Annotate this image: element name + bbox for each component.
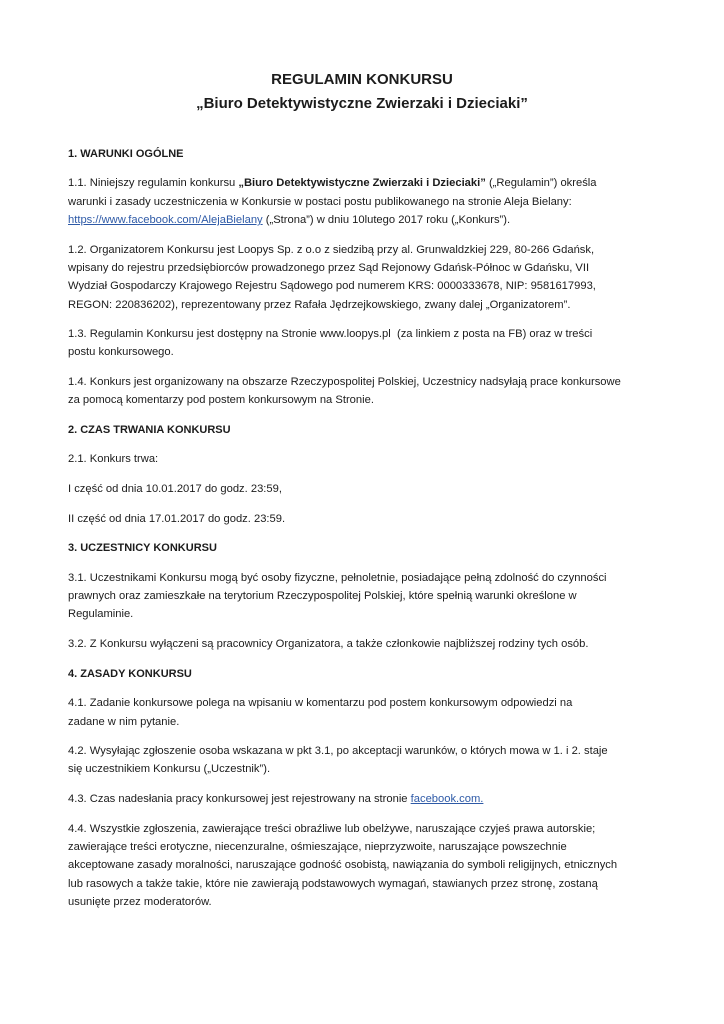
paragraph-line: zawierające treści erotyczne, niecenzuralne, ośmieszające, nieprzyzwoite, naruszające powszechnie — [68, 840, 567, 853]
paragraph-1-3 — [68, 325, 656, 362]
paragraph-line: usunięte przez moderatorów. — [68, 895, 212, 908]
paragraph-line — [68, 211, 656, 229]
paragraph-line — [68, 174, 656, 192]
paragraph-line: za pomocą komentarzy pod postem konkursowym na Stronie. — [68, 394, 374, 407]
paragraph-line: wpisany do rejestru przedsiębiorców prowadzonego przez Sąd Rejonowy Gdańsk-Północ w Gdańsku, VII — [68, 261, 590, 274]
paragraph-line: 3.2. Z Konkursu wyłączeni są pracownicy Organizatora, a także członkowie najbliższej rodziny tych osób. — [68, 638, 589, 651]
paragraph-4-1 — [68, 694, 656, 731]
section-participants — [68, 539, 656, 653]
sections-container — [68, 145, 656, 911]
paragraph-line: 1.4. Konkurs jest organizowany na obszarze Rzeczypospolitej Polskiej, Uczestnicy nadsyłają prace konkursowe — [68, 376, 621, 388]
paragraph-line: warunki i zasady uczestniczenia w Konkursie w postaci postu publikowanego na stronie Aleja Bielany: — [68, 195, 572, 208]
paragraph-4-3 — [68, 790, 656, 808]
paragraph-line: 1.3. Regulamin Konkursu jest dostępny na Stronie www.loopys.pl (za linkiem z posta na FB) oraz w treści — [68, 328, 593, 341]
paragraph-line: postu konkursowego. — [68, 346, 174, 359]
paragraph-line: 4.1. Zadanie konkursowe polega na wpisaniu w komentarzu pod postem konkursowym odpowiedzi na — [68, 697, 573, 710]
paragraph-line: REGON: 220836202), reprezentowany przez Rafała Jędrzejkowskiego, zwany dalej „Organizatorem”. — [68, 298, 571, 311]
section-contest-rules — [68, 665, 656, 911]
paragraph-line: I część od dnia 10.01.2017 do godz. 23:59, — [68, 483, 282, 496]
paragraph-part-one — [68, 480, 656, 498]
section-heading: 1. WARUNKI OGÓLNE — [68, 147, 184, 160]
paragraph-line — [68, 790, 656, 808]
paragraph-2-1 — [68, 450, 656, 468]
paragraph-3-2 — [68, 635, 656, 653]
facebook-page-link[interactable]: https://www.facebook.com/AlejaBielany — [68, 214, 263, 227]
section-heading: 4. ZASADY KONKURSU — [68, 667, 192, 680]
paragraph-4-2 — [68, 742, 656, 779]
paragraph-4-4 — [68, 820, 656, 911]
text-segment: 4.3. Czas nadesłania pracy konkursowej jest rejestrowany na stronie — [68, 793, 411, 806]
text-segment: 1.1. Niniejszy regulamin konkursu — [68, 177, 239, 190]
paragraph-line: 1.2. Organizatorem Konkursu jest Loopys Sp. z o.o z siedzibą przy al. Grunwaldzkiej 229, 80-266 Gdańsk, — [68, 243, 595, 256]
paragraph-line: 3.1. Uczestnikami Konkursu mogą być osoby fizyczne, pełnoletnie, posiadające pełną zdolność do czynności — [68, 571, 607, 584]
paragraph-line: prawnych oraz zamieszkałe na terytorium Rzeczypospolitej Polskiej, które spełnią warunki określone w — [68, 590, 577, 603]
contest-name-bold: „Biuro Detektywistyczne Zwierzaki i Dzieciaki” — [238, 177, 486, 190]
document-title: REGULAMIN KONKURSU — [271, 71, 453, 88]
paragraph-line: II część od dnia 17.01.2017 do godz. 23:59. — [68, 512, 286, 525]
paragraph-1-2 — [68, 241, 656, 314]
paragraph-line: Wydział Gospodarczy Krajowego Rejestru Sądowego pod numerem KRS: 0000333678, NIP: 9581617993, — [68, 280, 596, 293]
paragraph-line: akceptowane zasady moralności, naruszające godność osobistą, nawiązania do symboli religijnych, etnicznych — [68, 859, 618, 872]
document-subtitle: „Biuro Detektywistyczne Zwierzaki i Dzieciaki” — [196, 95, 528, 112]
paragraph-1-1 — [68, 174, 656, 229]
paragraph-line: lub rasowych a także takie, które nie zawierają podstawowych wymagań, stawianych przez stronę, zostaną — [68, 877, 598, 890]
paragraph-line: 4.2. Wysyłając zgłoszenie osoba wskazana w pkt 3.1, po akceptacji warunków, o których mowa w 1. i 2. staje — [68, 745, 608, 758]
section-heading: 2. CZAS TRWANIA KONKURSU — [68, 423, 231, 436]
facebook-link[interactable]: facebook.com. — [410, 793, 484, 806]
paragraph-line: się uczestnikiem Konkursu („Uczestnik”). — [68, 763, 271, 776]
paragraph-part-two — [68, 510, 656, 528]
paragraph-1-4 — [68, 373, 656, 410]
paragraph-line: 2.1. Konkurs trwa: — [68, 453, 159, 466]
text-segment: („Strona”) w dniu 10lutego 2017 roku („Konkurs”). — [262, 214, 511, 227]
paragraph-3-1 — [68, 569, 656, 624]
paragraph-line: Regulaminie. — [68, 608, 134, 621]
document-body — [68, 68, 656, 922]
section-contest-duration — [68, 421, 656, 528]
section-heading: 3. UCZESTNICY KONKURSU — [68, 542, 217, 555]
paragraph-line: 4.4. Wszystkie zgłoszenia, zawierające treści obraźliwe lub obelżywe, naruszające czyjeś prawa autorskie; — [68, 822, 596, 835]
text-segment: („Regulamin”) określa — [485, 177, 597, 190]
paragraph-line: zadane w nim pytanie. — [68, 715, 180, 728]
section-general-conditions — [68, 145, 656, 410]
